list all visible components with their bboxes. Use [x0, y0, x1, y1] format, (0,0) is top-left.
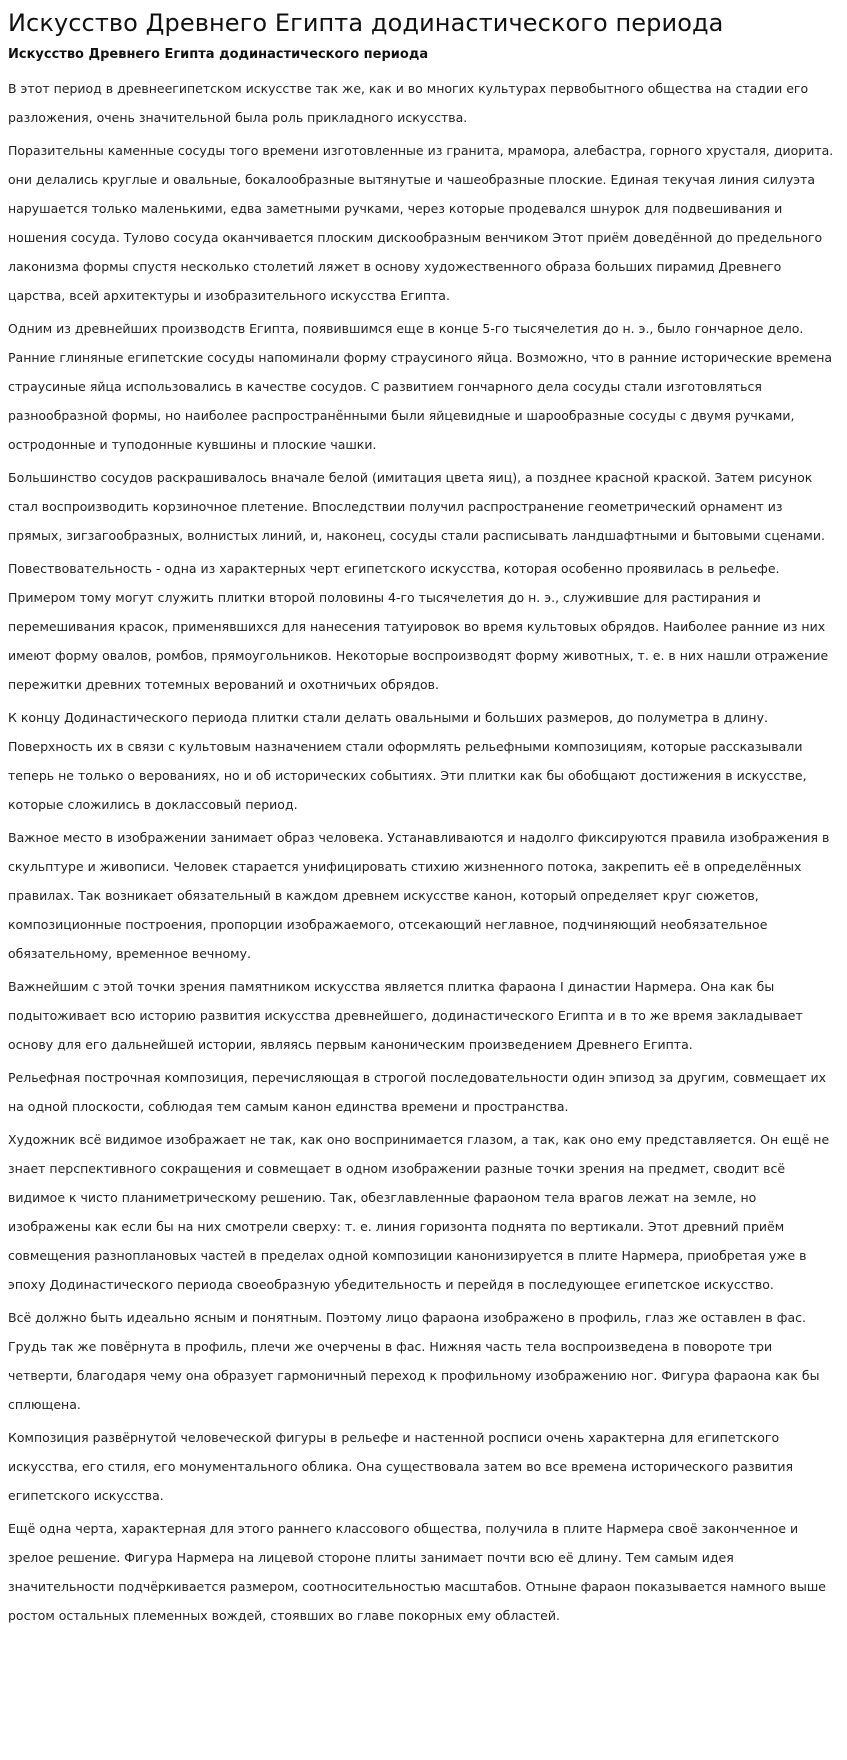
paragraph: Всё должно быть идеально ясным и понятным. Поэтому лицо фараона изображено в профиль, глаз же оставлен в фас. Грудь так же повёрнута в профиль, плечи же очерчены в фас. Нижняя часть тела воспроизведена в повороте три четверти, благодаря чему она образует гармоничный переход к профильному изображению ног. Фигура фараона как бы сплющена.: [8, 1310, 820, 1412]
paragraph: Важнейшим с этой точки зрения памятником искусства является плитка фараона I династии Нармера. Она как бы подытоживает всю историю развития искусства древнейшего, додинастического Египта и в то же время закладывает основу для его дальнейшей истории, являясь первым каноническим произведением Древнего Египта.: [8, 979, 803, 1052]
paragraph: Ещё одна черта, характерная для этого раннего классового общества, получила в плите Нармера своё законченное и зрелое решение. Фигура Нармера на лицевой стороне плиты занимает почти всю её длину. Тем самым идея значительности подчёркивается размером, соотносительностью масштабов. Отныне фараон показывается намного выше ростом остальных племенных вождей, стоявших во главе покорных ему областей.: [8, 1521, 826, 1623]
paragraph: К концу Додинастического периода плитки стали делать овальными и больших размеров, до полуметра в длину. Поверхность их в связи с культовым назначением стали оформлять рельефными композициям, которые рассказывали теперь не только о верованиях, но и об исторических событиях. Эти плитки как бы обобщают достижения в искусстве, которые сложились в доклассовый период.: [8, 710, 807, 812]
paragraph: Художник всё видимое изображает не так, как оно воспринимается глазом, а так, как оно ему представляется. Он ещё не знает перспективного сокращения и совмещает в одном изображении разные точки зрения на предмет, сводит всё видимое к чисто планиметрическому решению. Так, обезглавленные фараоном тела врагов лежат на земле, но изображены как если бы на них смотрели сверху: т. е. линия горизонта поднята по вертикали. Этот древний приём совмещения разноплановых частей в пределах одной композиции канонизируется в плите Нармера, приобретая уже в эпоху Додинастического периода своеобразную убедительность и перейдя в последующее египетское искусство.: [8, 1132, 830, 1292]
paragraph: Большинство сосудов раскрашивалось вначале белой (имитация цвета яиц), а позднее красной краской. Затем рисунок стал воспроизводить корзиночное плетение. Впоследствии получил распространение геометрический орнамент из прямых, зигзагообразных, волнистых линий, и, наконец, сосуды стали расписывать ландшафтными и бытовыми сценами.: [8, 470, 825, 543]
paragraph: Одним из древнейших производств Египта, появившимся еще в конце 5-го тысячелетия до н. э., было гончарное дело. Ранние глиняные египетские сосуды напоминали форму страусиного яйца. Возможно, что в ранние исторические времена страусиные яйца использовались в качестве сосудов. С развитием гончарного дела сосуды стали изготовляться разнообразной формы, но наиболее распространёнными были яйцевидные и шарообразные сосуды с двумя ручками, остродонные и туподонные кувшины и плоские чашки.: [8, 321, 833, 452]
paragraph: Поразительны каменные сосуды того времени изготовленные из гранита, мрамора, алебастра, горного хрусталя, диорита. они делались круглые и овальные, бокалообразные вытянутые и чашеобразные плоские. Единая текучая линия силуэта нарушается только маленькими, едва заметными ручками, через которые продевался шнурок для подвешивания и ношения сосуда. Тулово сосуда оканчивается плоским дискообразным венчиком Этот приём доведённой до предельного лаконизма формы спустя несколько столетий ляжет в основу художественного образа больших пирамид Древнего царства, всей архитектуры и изобразительного искусства Египта.: [8, 143, 834, 303]
paragraph: Важное место в изображении занимает образ человека. Устанавливаются и надолго фиксируются правила изображения в скульптуре и живописи. Человек старается унифицировать стихию жизненного потока, закрепить её в определённых правилах. Так возникает обязательный в каждом древнем искусстве канон, который определяет круг сюжетов, композиционные построения, пропорции изображаемого, отсекающий неглавное, подчиняющий необязательное обязательному, временное вечному.: [8, 830, 830, 961]
article-subtitle: Искусство Древнего Египта додинастического периода: [8, 47, 429, 62]
paragraph: В этот период в древнеегипетском искусстве так же, как и во многих культурах первобытного общества на стадии его разложения, очень значительной была роль прикладного искусства.: [8, 81, 809, 125]
paragraph: Повествовательность - одна из характерных черт египетского искусства, которая особенно проявилась в рельефе. Примером тому могут служить плитки второй половины 4-го тысячелетия до н. э., служившие для растирания и перемешивания красок, применявшихся для нанесения татуировок во время культовых обрядов. Наиболее ранние из них имеют форму овалов, ромбов, прямоугольников. Некоторые воспроизводят форму животных, т. е. в них нашли отражение пережитки древних тотемных верований и охотничьих обрядов.: [8, 561, 829, 692]
page-title: Искусство Древнего Египта додинастического периода: [8, 9, 724, 37]
paragraph: Рельефная построчная композиция, перечисляющая в строгой последовательности один эпизод за другим, совмещает их на одной плоскости, соблюдая тем самым канон единства времени и пространства.: [8, 1070, 827, 1114]
paragraph: Композиция развёрнутой человеческой фигуры в рельефе и настенной росписи очень характерна для египетского искусства, его стиля, его монументального облика. Она существовала затем во все времена исторического развития египетского искусства.: [8, 1430, 793, 1503]
